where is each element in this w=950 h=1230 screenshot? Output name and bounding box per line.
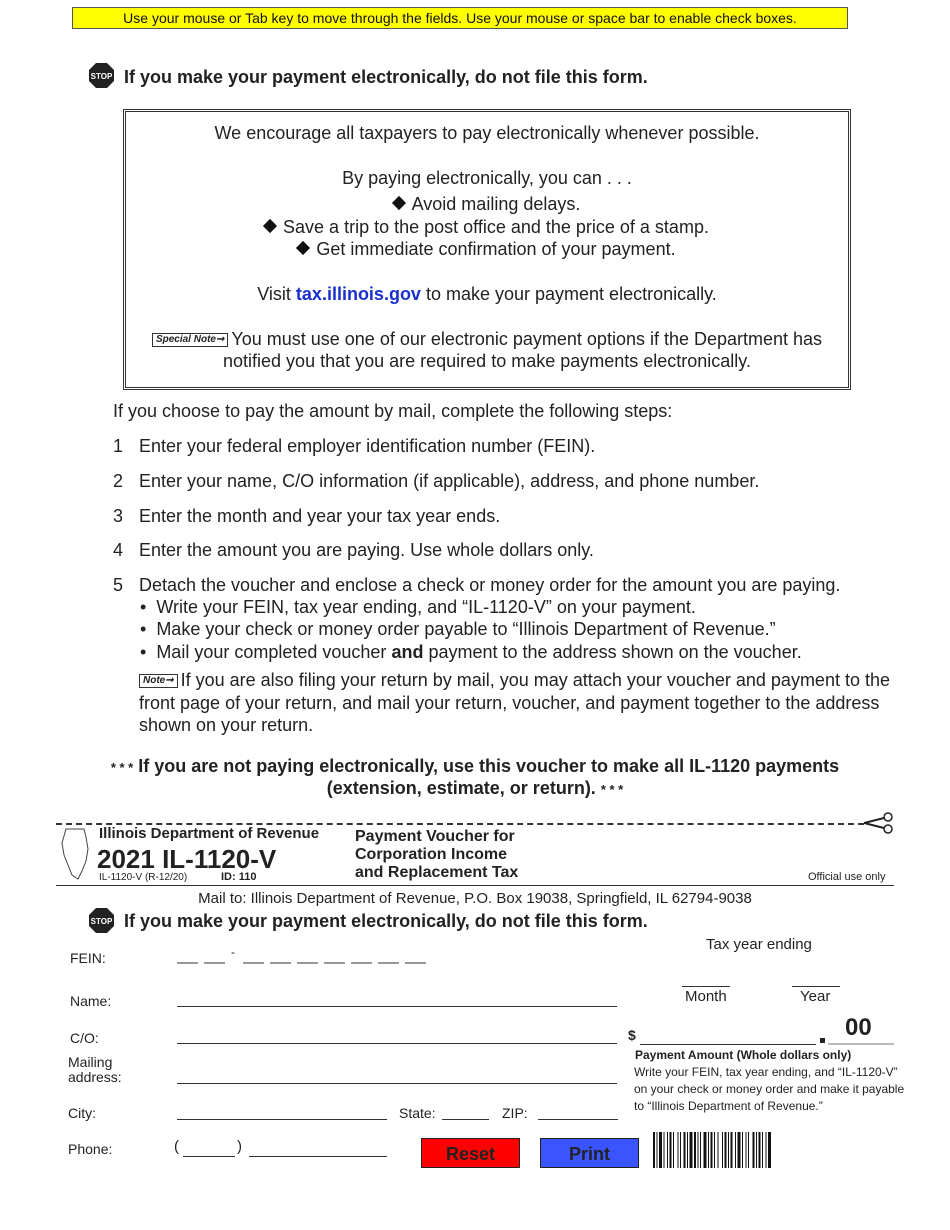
stop-notice-voucher: If you make your payment electronically, do not file this form. [124, 911, 648, 931]
co-input[interactable] [177, 1026, 617, 1044]
step-item: 5 Detach the voucher and enclose a check or money order for the amount you are paying. [113, 575, 841, 595]
amount-input[interactable] [640, 1025, 816, 1045]
year-label: Year [800, 988, 831, 1005]
phone-input[interactable] [249, 1139, 387, 1157]
mail-note-line-3: shown on your return. [139, 715, 314, 735]
address-input[interactable] [177, 1066, 617, 1084]
diamond-bullet-icon [392, 196, 406, 210]
svg-text:STOP: STOP [90, 72, 113, 81]
step-item: 1 Enter your federal employer identification number (FEIN). [113, 436, 596, 456]
cents-underline [828, 1043, 894, 1045]
step5-bullet: • Make your check or money order payable to “Illinois Department of Revenue.” [140, 619, 776, 639]
form-revision: IL-1120-V (R-12/20) [99, 872, 188, 883]
official-use-label: Official use only [808, 871, 886, 883]
stop-notice: If you make your payment electronically, do not file this form. [124, 67, 648, 87]
voucher-notice-line-1: * * * If you are not paying electronically, use this voucher to make all IL-1120 payments [110, 756, 840, 776]
state-label: State: [399, 1105, 436, 1121]
mail-to-address: Mail to: Illinois Department of Revenue, P.O. Box 19038, Springfield, IL 62794-9038 [198, 890, 752, 907]
step-item: 4 Enter the amount you are paying. Use whole dollars only. [113, 540, 594, 560]
zip-input[interactable] [538, 1102, 618, 1120]
phone-label: Phone: [68, 1141, 113, 1157]
amount-help: Write your FEIN, tax year ending, and “IL-1120-V” on your check or money order and make it payable to “Illinois Department of Revenue.” [634, 1065, 905, 1113]
svg-text:STOP: STOP [90, 917, 113, 926]
mail-intro: If you choose to pay the amount by mail, complete the following steps: [113, 401, 673, 421]
voucher-divider [56, 885, 894, 886]
step5-bullet: • Write your FEIN, tax year ending, and “IL-1120-V” on your payment. [140, 597, 696, 617]
mail-note-line-2: front page of your return, and mail your return, voucher, and payment together to the address [139, 693, 880, 713]
benefit-item: Save a trip to the post office and the price of a stamp. [126, 217, 848, 238]
step-item: 2 Enter your name, C/O information (if applicable), address, and phone number. [113, 471, 760, 491]
illinois-map-icon [56, 823, 96, 883]
encourage-text: We encourage all taxpayers to pay electronically whenever possible. [214, 123, 760, 143]
print-button[interactable]: Print [540, 1138, 639, 1168]
name-label: Name: [70, 993, 112, 1009]
scissors-icon [864, 812, 894, 839]
department-name: Illinois Department of Revenue [99, 825, 320, 842]
amount-title: Payment Amount (Whole dollars only) [635, 1048, 852, 1062]
benefit-item: Avoid mailing delays. [126, 194, 848, 215]
co-label: C/O: [70, 1030, 99, 1046]
by-paying-text: By paying electronically, you can . . . [342, 168, 632, 188]
diamond-bullet-icon [263, 219, 277, 233]
special-note-line-2: notified you that you are required to make payments electronically. [223, 351, 751, 371]
form-id: ID: 110 [221, 871, 257, 883]
stop-icon [88, 62, 115, 94]
month-input[interactable] [682, 969, 730, 987]
city-input[interactable] [177, 1102, 387, 1120]
instructions-banner: Use your mouse or Tab key to move through the fields. Use your mouse or space bar to enable check boxes. [72, 7, 848, 29]
step-item: 3 Enter the month and year your tax year ends. [113, 506, 501, 526]
fein-digit-blanks [176, 949, 428, 965]
diamond-bullet-icon [296, 241, 310, 255]
visit-text: Visit tax.illinois.gov to make your payment electronically. [257, 284, 717, 304]
voucher-notice-line-2: (extension, estimate, or return). * * * [326, 778, 624, 798]
fein-label: FEIN: [70, 950, 106, 966]
state-input[interactable] [442, 1102, 489, 1120]
note-icon: Note➞ [139, 674, 178, 688]
reset-button[interactable]: Reset [421, 1138, 520, 1168]
electronic-payment-box [123, 109, 851, 390]
year-input[interactable] [792, 969, 840, 987]
month-label: Month [685, 988, 727, 1005]
stop-icon [88, 907, 115, 939]
cents-value: 00 [845, 1014, 872, 1041]
tax-illinois-link[interactable]: tax.illinois.gov [295, 284, 421, 304]
dollar-sign: $ [628, 1027, 636, 1043]
phone-paren-open: ( [174, 1138, 179, 1155]
mailing-address-label: Mailing address: [68, 1054, 122, 1085]
fein-dash: - [231, 945, 235, 959]
step5-bullet: • Mail your completed voucher and payment to the address shown on the voucher. [140, 642, 802, 662]
tax-year-ending-label: Tax year ending [706, 936, 812, 953]
special-note-icon: Special Note➞ [152, 333, 228, 347]
phone-area-input[interactable] [183, 1139, 235, 1157]
fein-input[interactable] [176, 945, 426, 965]
voucher-description: Payment Voucher for Corporation Income and Replacement Tax [355, 828, 519, 881]
benefit-item: Get immediate confirmation of your payment. [126, 239, 848, 260]
phone-paren-close: ) [237, 1138, 242, 1155]
zip-label: ZIP: [502, 1105, 528, 1121]
decimal-point [820, 1038, 825, 1043]
city-label: City: [68, 1105, 96, 1121]
form-title: 2021 IL-1120-V [97, 844, 277, 874]
barcode-image [653, 1132, 849, 1173]
name-input[interactable] [177, 989, 617, 1007]
special-note-line-1: Special Note➞ You must use one of our electronic payment options if the Department has [126, 329, 848, 350]
mail-note-line-1: Note➞ If you are also filing your return by mail, you may attach your voucher and payment to the [139, 670, 890, 691]
